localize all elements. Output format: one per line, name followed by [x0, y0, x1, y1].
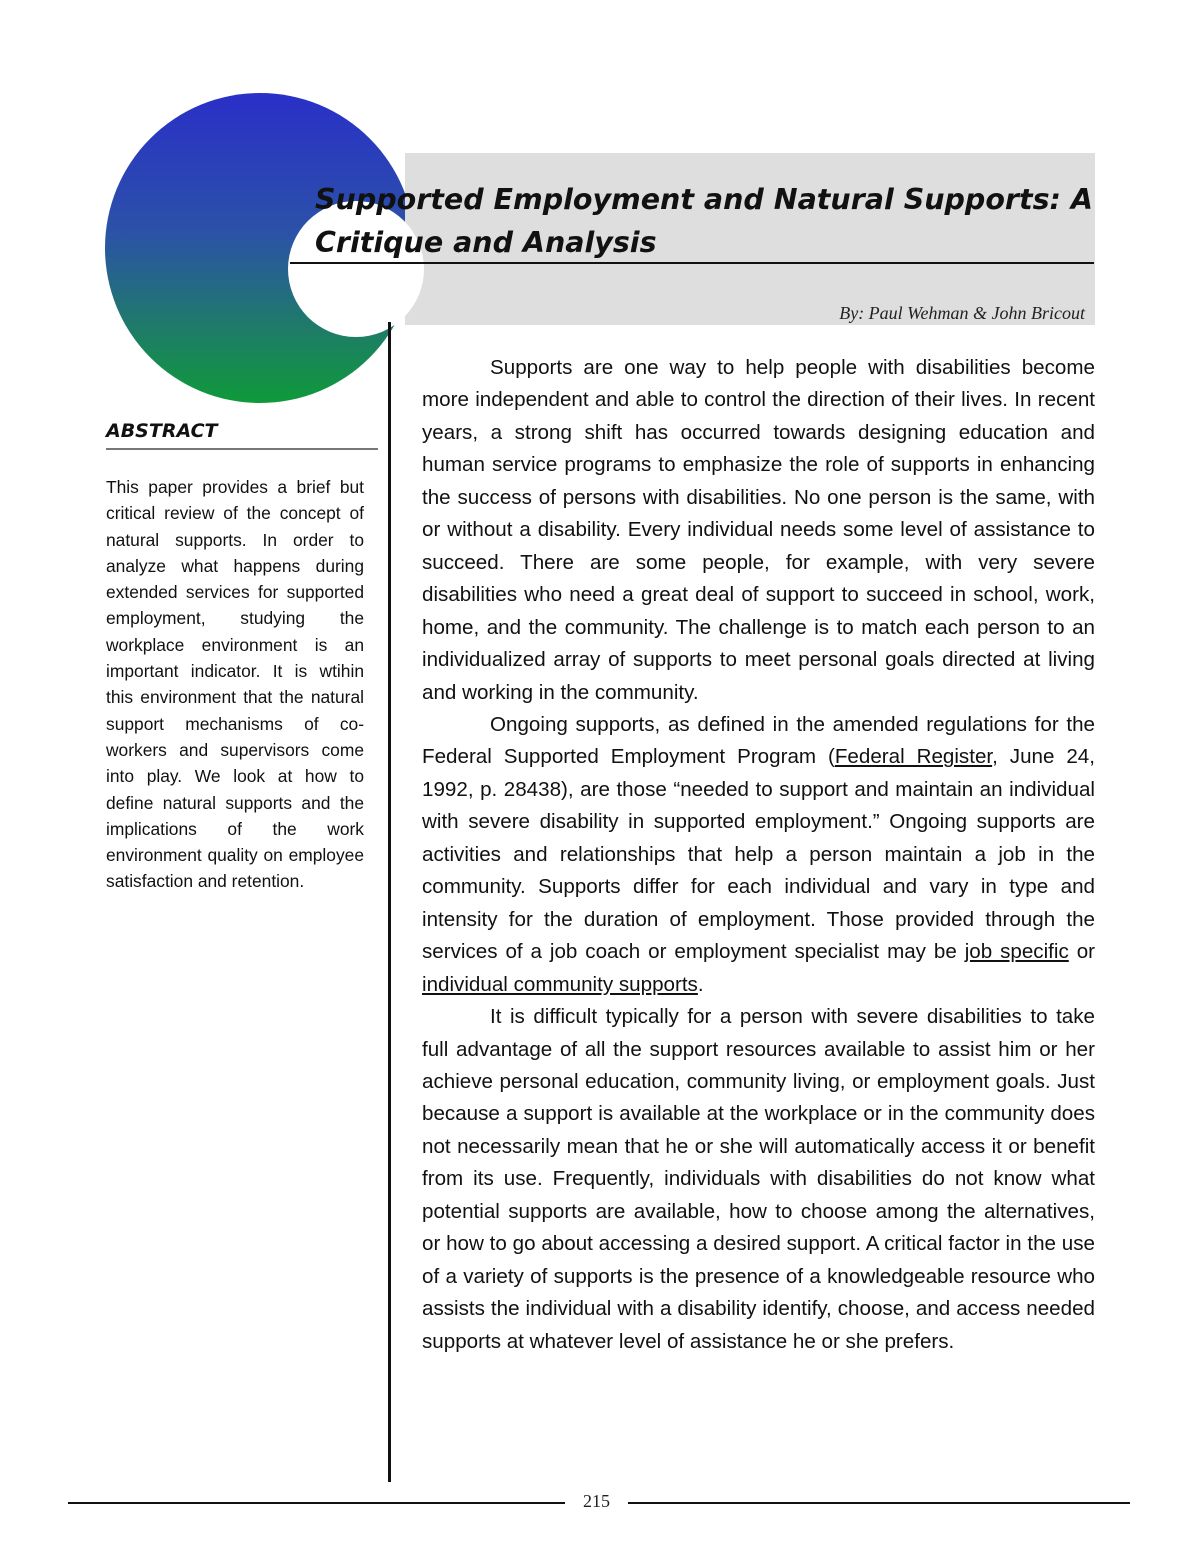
abstract-heading: ABSTRACT — [106, 420, 218, 442]
body-paragraph-2 — [422, 709, 1095, 1001]
body-text — [422, 352, 1095, 1358]
body-paragraph-2-part-a: Ongoing supports, as defined in the amended regulations for the Federal Supported Employment Program ( — [422, 712, 1095, 769]
body-paragraph-2-part-d: . — [697, 972, 704, 996]
article-title: Supported Employment and Natural Supports: A Critique and Analysis — [315, 183, 1093, 259]
footer-rule-left — [68, 1502, 565, 1504]
abstract-text: This paper provides a brief but critical review of the concept of natural supports. In order to analyze what happens during extended services for supported employment, studying the workplace environment is an important indicator. It is wtihin this environment that the natural support mechanisms of co-workers and supervisors come into play. We look at how to define natural supports and the implications of the work environment quality on employee satisfaction and retention. — [106, 477, 364, 892]
title-rule — [290, 262, 1094, 264]
body-paragraph-1: Supports are one way to help people with disabilities become more independent and able to control the direction of their lives. In recent years, a strong shift has occurred towards designing education and human service programs to emphasize the role of supports in enhancing the success of persons with disabilities. No one person is the same, with or without a disability. Every individual needs some level of assistance to succeed. There are some people, for example, with very severe disabilities who need a great deal of support to succeed in school, work, home, and the community. The challenge is to match each person to an individualized array of supports to meet personal goals directed at living and working in the community. — [422, 356, 1095, 704]
body-paragraph-2-part-b: , June 24, 1992, p. 28438), are those “needed to support and maintain an individual with severe disability in supported employment.” Ongoing supports are activities and relationships that help a person maintain a job in the community. Supports differ for each individual and vary in type and intensity for the duration of employment. Those provided through the services of a job coach or employment specialist may be — [422, 745, 1095, 964]
abstract-rule — [106, 448, 378, 450]
term-job-specific: job specific — [964, 940, 1069, 964]
term-individual-community-supports: individual community supports — [422, 972, 698, 996]
body-paragraph-2-part-c: or — [1068, 940, 1096, 964]
byline: By: Paul Wehman & John Bricout — [839, 303, 1085, 323]
column-divider — [388, 322, 391, 1482]
citation-federal-register: Federal Register — [834, 745, 993, 769]
page-number: 215 — [583, 1491, 610, 1511]
body-paragraph-3: It is difficult typically for a person with severe disabilities to take full advantage of all the support resources available to assist him or her achieve personal education, community living, or employment goals. Just because a support is available at the workplace or in the community does not necessarily mean that he or she will automatically access it or benefit from its use. Frequently, individuals with disabilities do not know what potential supports are available, how to choose among the alternatives, or how to go about accessing a desired support. A critical factor in the use of a variety of supports is the presence of a knowledgeable resource who assists the individual with a disability identify, choose, and access needed supports at whatever level of assistance he or she prefers. — [422, 1005, 1095, 1353]
footer-rule-right — [628, 1502, 1130, 1504]
